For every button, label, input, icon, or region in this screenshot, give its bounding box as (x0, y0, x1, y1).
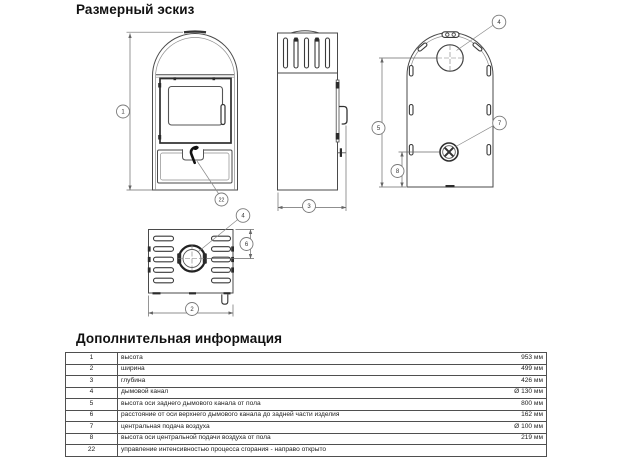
row-value: 953 мм (460, 353, 547, 365)
row-label: ширина (118, 364, 461, 376)
callout-3 (303, 200, 316, 213)
row-label: высота оси заднего дымового канала от пола (118, 399, 461, 411)
table-row (66, 433, 547, 445)
table-row (66, 387, 547, 399)
side-lever (338, 148, 347, 157)
air-pipe-stub (222, 294, 228, 304)
svg-text:4: 4 (497, 20, 501, 27)
rear-view (372, 15, 506, 187)
top-bracket-slot (442, 32, 459, 38)
front-view (117, 32, 238, 206)
row-number: 22 (66, 445, 118, 457)
svg-text:3: 3 (307, 204, 311, 211)
table-row (66, 353, 547, 365)
table-row (66, 399, 547, 411)
row-label: управление интенсивностью процесса сгорания - направо открыто (118, 445, 461, 457)
svg-text:8: 8 (395, 169, 400, 176)
table-row (66, 376, 547, 388)
row-label: высота оси центральной подачи воздуха от пола (118, 433, 461, 445)
callout-1 (117, 105, 130, 118)
row-value: Ø 130 мм (460, 387, 547, 399)
side-door-handle (339, 107, 347, 125)
row-number: 3 (66, 376, 118, 388)
row-number: 7 (66, 422, 118, 434)
stove-door (158, 78, 231, 143)
svg-text:2: 2 (190, 307, 194, 314)
callout-5 (372, 122, 385, 135)
door-handle (221, 105, 225, 125)
svg-text:22: 22 (218, 197, 225, 204)
table-row (66, 364, 547, 376)
row-label: глубина (118, 376, 461, 388)
top-view (148, 209, 254, 317)
row-value: 219 мм (460, 433, 547, 445)
air-inlet-circle (440, 143, 458, 161)
row-value: Ø 100 мм (460, 422, 547, 434)
ash-panel (158, 149, 233, 183)
row-number: 8 (66, 433, 118, 445)
row-label: высота (118, 353, 461, 365)
row-label: расстояние от оси верхнего дымового канала до задней части изделия (118, 410, 461, 422)
row-label: дымовой канал (118, 387, 461, 399)
callout-8 (391, 165, 404, 178)
door-window (169, 87, 223, 126)
svg-text:7: 7 (497, 121, 502, 128)
row-number: 2 (66, 364, 118, 376)
svg-text:5: 5 (376, 126, 381, 133)
table-row (66, 410, 547, 422)
row-number: 6 (66, 410, 118, 422)
row-number: 4 (66, 387, 118, 399)
flue-collar-front (184, 32, 206, 33)
sketch-title: Размерный эскиз (76, 2, 195, 17)
row-value: 800 мм (460, 399, 547, 411)
callout-2 (186, 303, 199, 316)
row-value: 426 мм (460, 376, 547, 388)
svg-text:1: 1 (121, 109, 125, 116)
row-number: 5 (66, 399, 118, 411)
row-value (460, 445, 547, 457)
table-row (66, 445, 547, 457)
svg-text:4: 4 (241, 213, 245, 220)
info-table-body (66, 353, 547, 457)
side-view (278, 31, 348, 213)
info-title: Дополнительная информация (76, 331, 283, 346)
row-value: 162 мм (460, 410, 547, 422)
svg-text:6: 6 (244, 242, 249, 249)
callout-6 (240, 238, 253, 251)
row-label: центральная подача воздуха (118, 422, 461, 434)
row-value: 499 мм (460, 364, 547, 376)
info-table (65, 352, 547, 457)
row-number: 1 (66, 353, 118, 365)
door-hinge-strip (336, 80, 340, 142)
table-row (66, 422, 547, 434)
